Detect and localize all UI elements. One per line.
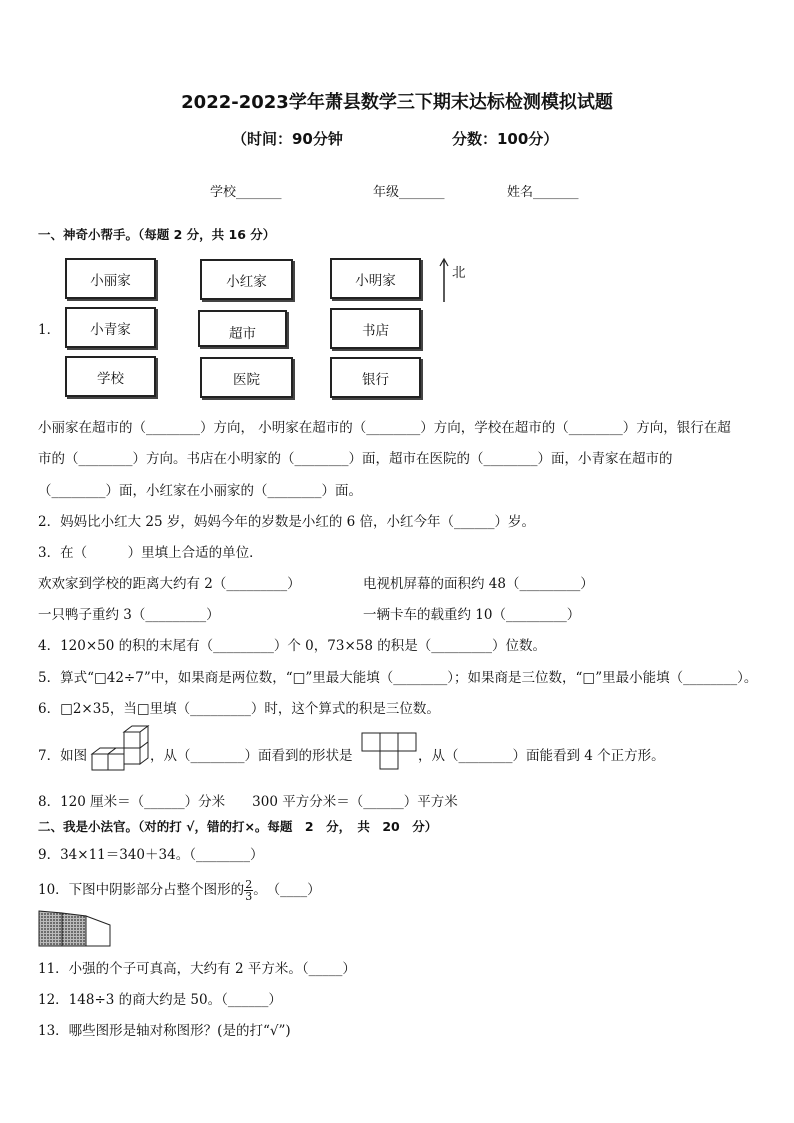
school-field: 学校_______ — [210, 185, 282, 200]
map-box-supermarket: 超市 — [198, 310, 287, 347]
question-5: 5．算式“□42÷7”中，如果商是两位数，“□”里最大能填（________）；如果商是三位数，“□”里最小能填（________）。 — [38, 670, 758, 686]
section-2-heading: 二、我是小法官。（对的打 √，错的打×。每题 2 分， 共 20 分） — [38, 819, 438, 834]
question-13: 13．哪些图形是轴对称图形？(是的打“√”) — [38, 1023, 291, 1039]
question-1-line-3: （________）面，小红家在小丽家的（________）面。 — [38, 483, 362, 499]
question-3-item-b: 电视机屏幕的面积约 48（_________） — [363, 576, 594, 592]
shaded-rectangle-figure — [38, 910, 112, 948]
map-box-bookstore: 书店 — [330, 308, 421, 349]
map-box-xiaoli-home: 小丽家 — [65, 258, 156, 299]
question-3-item-d: 一辆卡车的载重约 10（_________） — [363, 607, 581, 623]
question-3-item-c: 一只鸭子重约 3（_________） — [38, 607, 220, 623]
question-1-number: 1． — [38, 322, 61, 338]
question-7-suffix: ，从（________）面能看到 4 个正方形。 — [418, 748, 665, 764]
question-7-middle: ，从（________）面看到的形状是 — [150, 748, 353, 764]
question-1-line-2: 市的（________）方向。书店在小明家的（________）面，超市在医院的（________）面，小青家在超市的 — [38, 451, 673, 467]
map-box-xiaoming-home: 小明家 — [330, 258, 421, 299]
question-10-answer: 。 （____） — [253, 882, 321, 898]
question-7-prefix: 7．如图 — [38, 748, 88, 764]
map-box-bank: 银行 — [330, 357, 421, 398]
question-11: 11．小强的个子可真高，大约有 2 平方米。（_____） — [38, 961, 356, 977]
question-10 — [38, 878, 321, 902]
exam-score: 分数：100分） — [452, 130, 559, 148]
section-1-heading: 一、神奇小帮手。（每题 2 分，共 16 分） — [38, 227, 276, 242]
fraction-two-thirds — [244, 879, 253, 902]
question-3: 3．在（ ）里填上合适的单位． — [38, 545, 263, 561]
exam-time: （时间：90分钟 — [232, 130, 343, 148]
question-1-line-1: 小丽家在超市的（________）方向， 小明家在超市的（________）方向，学校在超市的（________）方向，银行在超 — [38, 420, 731, 436]
view-shape-figure — [361, 732, 419, 772]
question-9: 9．34×11＝340＋34。（________） — [38, 847, 264, 863]
question-8: 8．120 厘米＝（______）分米 300 平方分米＝（______）平方米 — [38, 794, 458, 810]
question-6: 6．□2×35，当□里填（_________）时，这个算式的积是三位数。 — [38, 701, 440, 717]
north-label: 北 — [452, 265, 466, 281]
question-12: 12．148÷3 的商大约是 50。（______） — [38, 992, 282, 1008]
cube-stack-figure — [86, 724, 156, 776]
map-box-school: 学校 — [65, 356, 156, 397]
question-3-item-a: 欢欢家到学校的距离大约有 2（_________） — [38, 576, 301, 592]
map-box-hospital: 医院 — [200, 357, 293, 398]
map-box-xiaohong-home: 小红家 — [200, 259, 293, 300]
map-box-xiaoqing-home: 小青家 — [65, 307, 156, 348]
question-4: 4．120×50 的积的末尾有（_________）个 0，73×58 的积是（_________）位数。 — [38, 638, 546, 654]
name-field: 姓名_______ — [507, 185, 579, 200]
question-2: 2．妈妈比小红大 25 岁，妈妈今年的岁数是小红的 6 倍，小红今年（______）岁。 — [38, 514, 536, 530]
fraction-denominator: 3 — [245, 890, 253, 903]
question-10-text: 10．下图中阴影部分占整个图形的 — [38, 882, 245, 898]
page-title: 2022-2023学年萧县数学三下期末达标检测模拟试题 — [181, 92, 613, 113]
grade-field: 年级_______ — [373, 185, 445, 200]
fraction-numerator: 2 — [245, 878, 253, 891]
north-arrow-icon — [438, 256, 452, 304]
